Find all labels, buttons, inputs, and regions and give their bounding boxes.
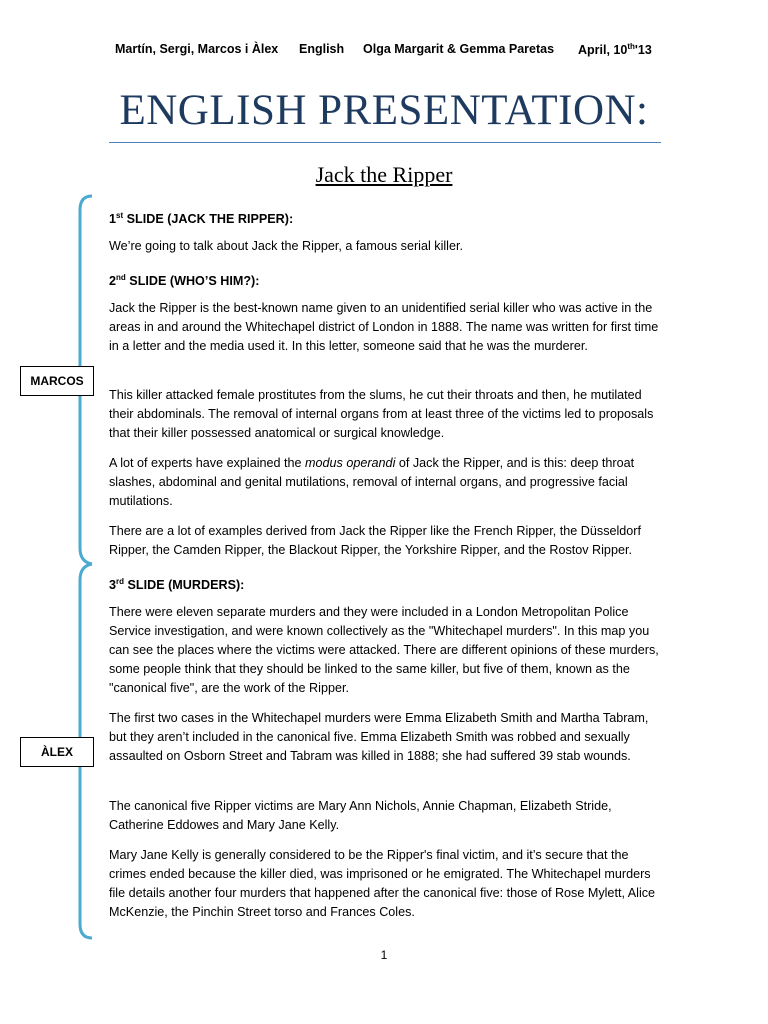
paragraph: Jack the Ripper is the best-known name given to an unidentified serial killer who was active in the areas in and around the Whitechapel district of London in 1888. The name was written for first time in a letter and the media used it. In this letter, someone said that he was the murderer. — [109, 301, 659, 353]
page-subtitle: Jack the Ripper — [315, 162, 453, 187]
section-heading-2-number: 2 — [109, 274, 117, 289]
header-authors: Martín, Sergi, Marcos i Àlex — [115, 42, 279, 56]
section-heading-2-sup: nd — [116, 273, 126, 282]
paragraph-part: of Jack the Ripper, and is this: deep throat slashes, abdominal and genital mutilations, removal of internal organs, and progressive facial mutilations. — [109, 456, 635, 508]
section-heading-2-label: SLIDE (WHO’S HIM?): — [125, 274, 260, 289]
page-number: 1 — [380, 948, 388, 962]
section-heading-1-number: 1 — [109, 212, 117, 227]
paragraph: The first two cases in the Whitechapel murders were Emma Elizabeth Smith and Martha Tabram, but they aren’t included in the canonical five. Emma Elizabeth Smith was robbed and sexually assaulted on Osborn Street and Tabram was killed in 1888; she had suffered 39 stab wounds. — [109, 711, 649, 763]
header-date-prefix: April, 10 — [578, 43, 628, 58]
section-heading-3-sup: rd — [116, 577, 125, 586]
section-heading-3-label: SLIDE (MURDERS): — [124, 578, 245, 593]
emphasis-text: modus operandi — [305, 456, 396, 470]
section-heading-3 — [109, 572, 664, 595]
header-subject: English — [299, 42, 345, 56]
page-title: ENGLISH PRESENTATION: — [119, 87, 649, 134]
section-heading-1-label: SLIDE (JACK THE RIPPER): — [123, 212, 294, 227]
speaker-box-marcos: MARCOS — [20, 366, 94, 396]
speaker-box-alex: ÀLEX — [20, 737, 94, 767]
paragraph: Mary Jane Kelly is generally considered to be the Ripper's final victim, and it’s secure that the crimes ended because the killer died, was imprisoned or he emigrated. The Whitechapel murders file details another four murders that happened after the canonical five: those of Rose Mylett, Alice McKenzie, the Pinchin Street torso and Frances Coles. — [109, 848, 656, 919]
section-heading-1-sup: st — [116, 211, 124, 220]
section-heading-1 — [109, 206, 664, 229]
section-heading-3-number: 3 — [109, 578, 117, 593]
section-heading-2 — [109, 268, 664, 291]
paragraph-part: A lot of experts have explained the — [109, 456, 306, 470]
title-underline-rule — [109, 142, 661, 143]
paragraph-modus-operandi — [109, 454, 664, 511]
paragraph: There were eleven separate murders and they were included in a London Metropolitan Police Service investigation, and were known collectively as the "Whitechapel murders". In this map you can see the places where the victims were attacked. There are different opinions of these murders, some people think that they should be linked to the same killer, but five of them, known as the "canonical five", are the work of the Ripper. — [109, 605, 659, 695]
speaker-brackets — [70, 192, 98, 942]
paragraph: There are a lot of examples derived from Jack the Ripper like the French Ripper, the Düsseldorf Ripper, the Camden Ripper, the Blackout Ripper, the Yorkshire Ripper, and the Rostov Ripper. — [109, 524, 641, 557]
paragraph: The canonical five Ripper victims are Mary Ann Nichols, Annie Chapman, Elizabeth Stride, Catherine Eddowes and Mary Jane Kelly. — [109, 799, 612, 832]
header-date-suffix: '13 — [634, 43, 652, 58]
paragraph: This killer attacked female prostitutes from the slums, he cut their throats and then, he mutilated their abdominals. The removal of internal organs from at least three of the victims led to proposals that their killer possessed anatomical or surgical knowledge. — [109, 388, 654, 440]
header-date-sup: th — [627, 42, 635, 51]
header-teachers: Olga Margarit & Gemma Paretas — [363, 42, 555, 56]
paragraph: We’re going to talk about Jack the Ripper, a famous serial killer. — [109, 239, 463, 253]
header-date — [578, 42, 652, 57]
